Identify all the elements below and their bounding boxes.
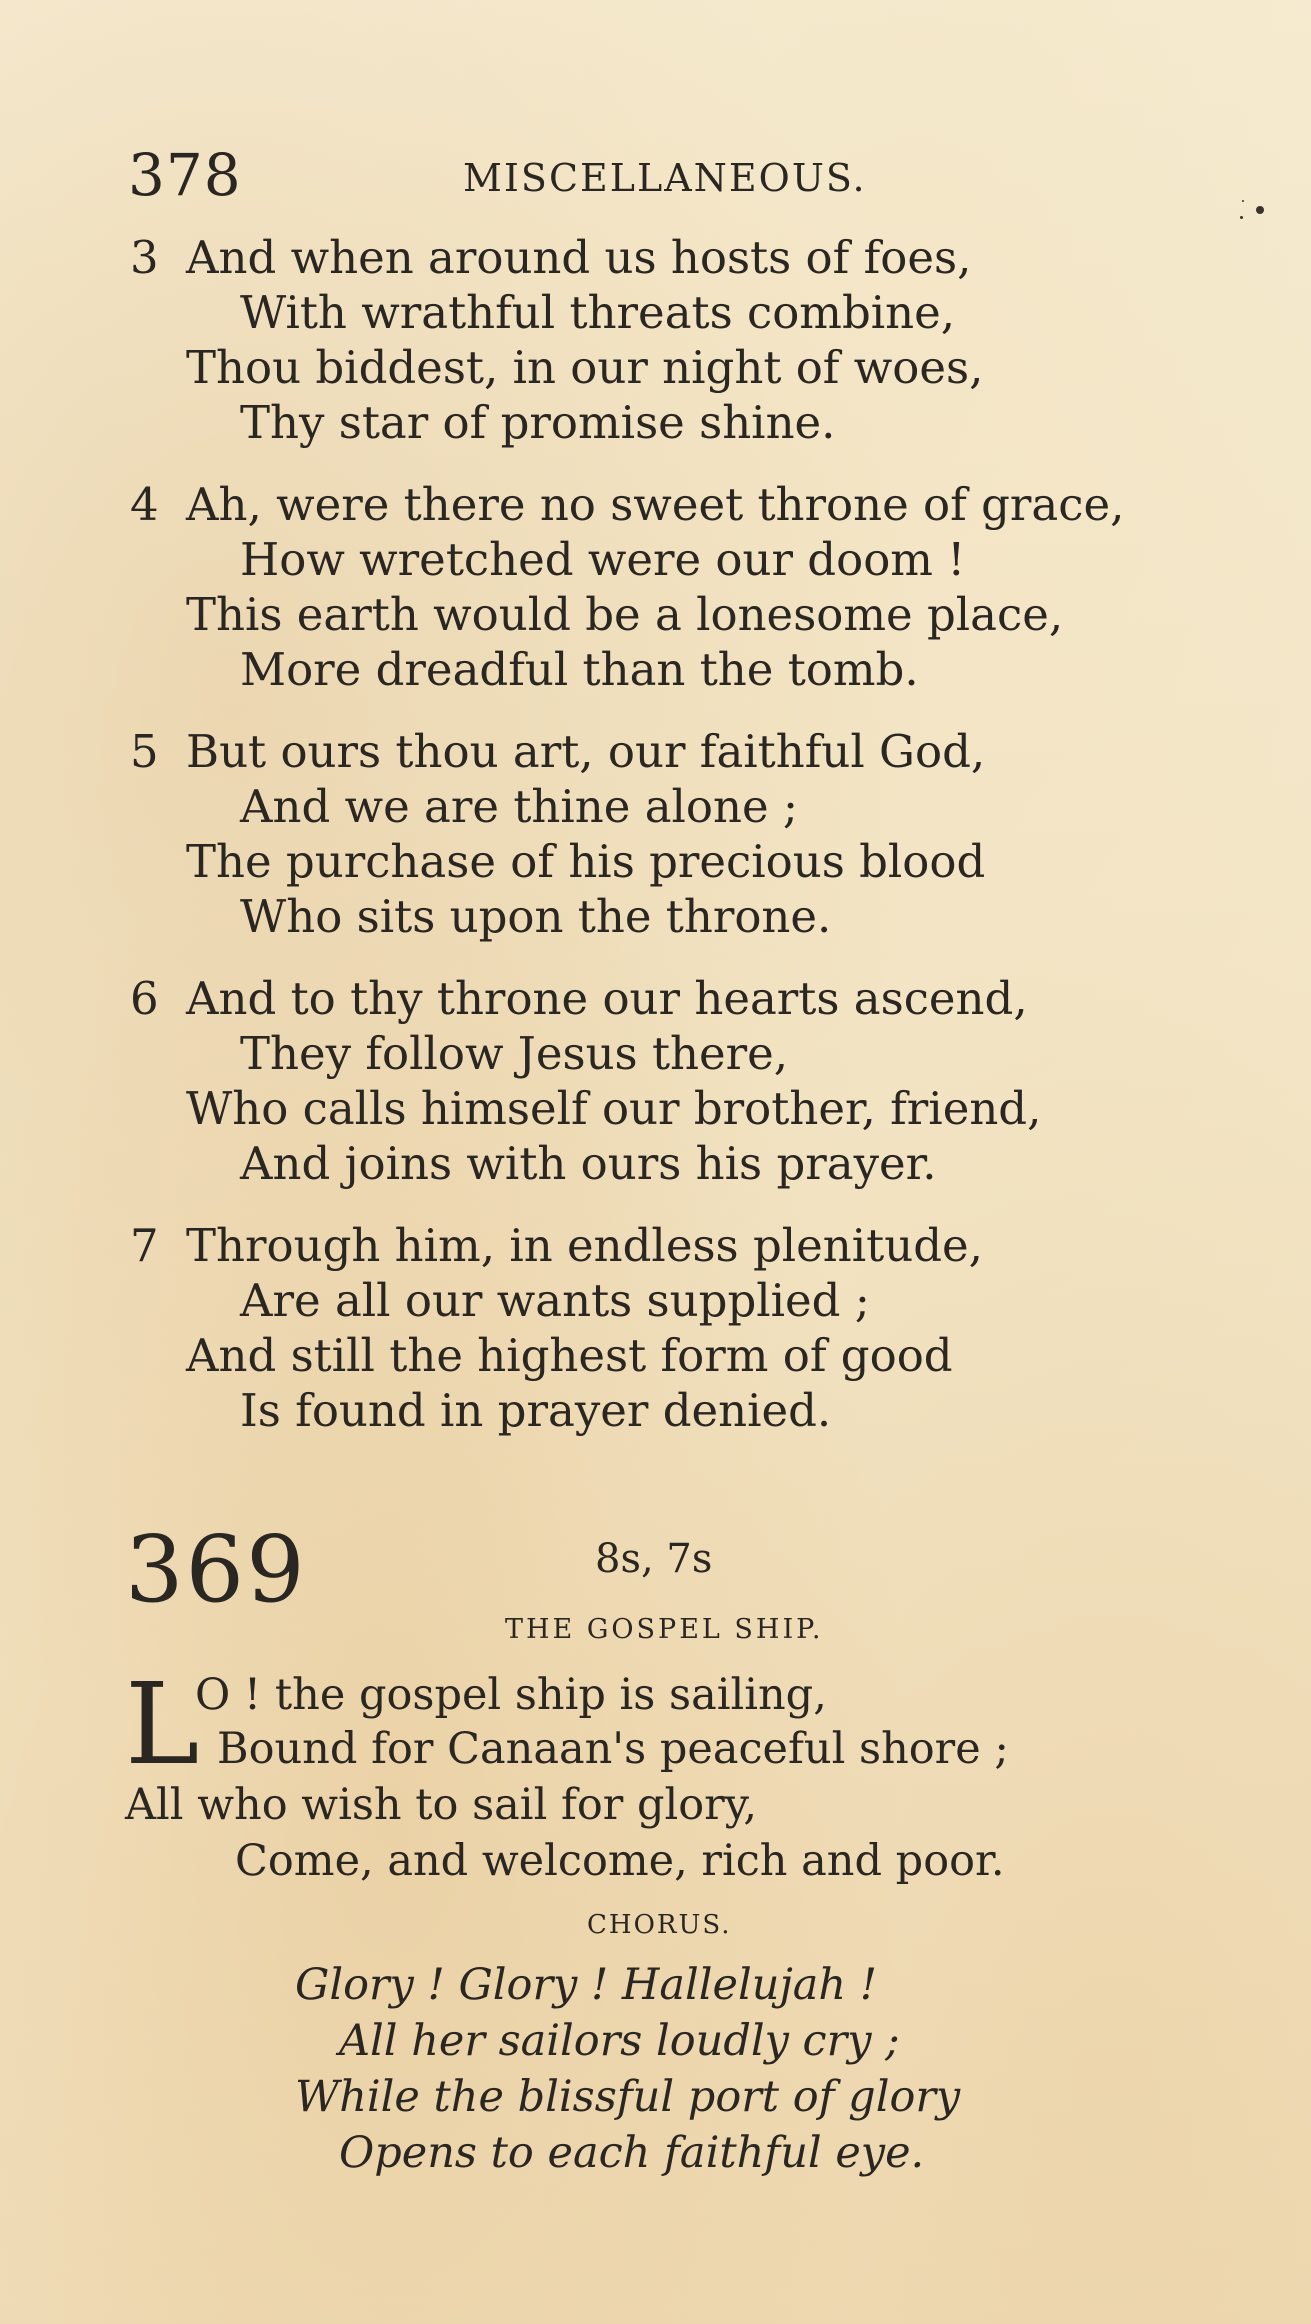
ink-speck [1240,216,1243,219]
stanza-4 [130,477,1230,697]
stanza-line: Who calls himself our brother, friend, [186,1082,1042,1135]
stanza-line [130,1218,1230,1273]
stanza-line: And joins with ours his prayer. [240,1137,937,1190]
stanza-line: Is found in prayer denied. [240,1384,832,1437]
stanza-5 [130,724,1230,944]
ink-speck [1256,206,1264,214]
stanza-line: Come, and welcome, rich and poor. [235,1836,1005,1886]
stanza-line: O ! the gospel ship is sailing, [195,1670,827,1720]
chorus-line: While the blissful port of glory [295,2072,961,2122]
stanza-6 [130,971,1230,1191]
hymn-continued [130,230,1230,1465]
line-text: And to thy throne our hearts ascend, [186,972,1028,1025]
hymn-number: 369 [125,1516,307,1623]
section-title: MISCELLANEOUS. [463,156,867,200]
stanza-line [130,724,1230,779]
stanza-line: Bound for Canaan's peaceful shore ; [217,1724,1009,1774]
ink-speck [1242,200,1244,202]
line-text: But ours thou art, our faithful God, [186,725,986,778]
stanza-number: 3 [130,231,159,284]
stanza-line: With wrathful threats combine, [240,286,956,339]
hymn-meter: 8s, 7s [595,1536,713,1582]
chorus-line: All her sailors loudly cry ; [339,2016,900,2066]
stanza-line: Thou biddest, in our night of woes, [186,341,984,394]
stanza-line [130,230,1230,285]
stanza-line: Thy star of promise shine. [240,396,836,449]
stanza-number: 5 [130,725,159,778]
stanza-line: The purchase of his precious blood [186,835,986,888]
stanza-line: Are all our wants supplied ; [240,1274,870,1327]
stanza-line: How wretched were our doom ! [240,533,966,586]
chorus-line: Opens to each faithful eye. [339,2128,925,2178]
line-text: And when around us hosts of foes, [186,231,972,284]
stanza-line: And we are thine alone ; [240,780,799,833]
chorus-line: Glory ! Glory ! Hallelujah ! [295,1960,878,2010]
stanza-line [130,971,1230,1026]
page-number: 378 [128,141,242,209]
stanza-line [130,477,1230,532]
stanza-number: 6 [130,972,159,1025]
stanza-number: 4 [130,478,159,531]
stanza-line: They follow Jesus there, [240,1027,789,1080]
stanza-line: Who sits upon the throne. [240,890,832,943]
stanza-line: More dreadful than the tomb. [240,643,919,696]
stanza-3 [130,230,1230,450]
drop-cap: L [125,1660,200,1790]
line-text: Ah, were there no sweet throne of grace, [186,478,1125,531]
stanza-line: All who wish to sail for glory, [125,1780,757,1830]
stanza-7 [130,1218,1230,1438]
stanza-number: 7 [130,1219,159,1272]
stanza-line: This earth would be a lonesome place, [186,588,1064,641]
stanza-line: And still the highest form of good [186,1329,953,1382]
chorus-label: CHORUS. [587,1910,732,1940]
hymn-title: THE GOSPEL SHIP. [505,1614,824,1645]
line-text: Through him, in endless plenitude, [186,1219,983,1272]
running-head [128,140,1128,210]
